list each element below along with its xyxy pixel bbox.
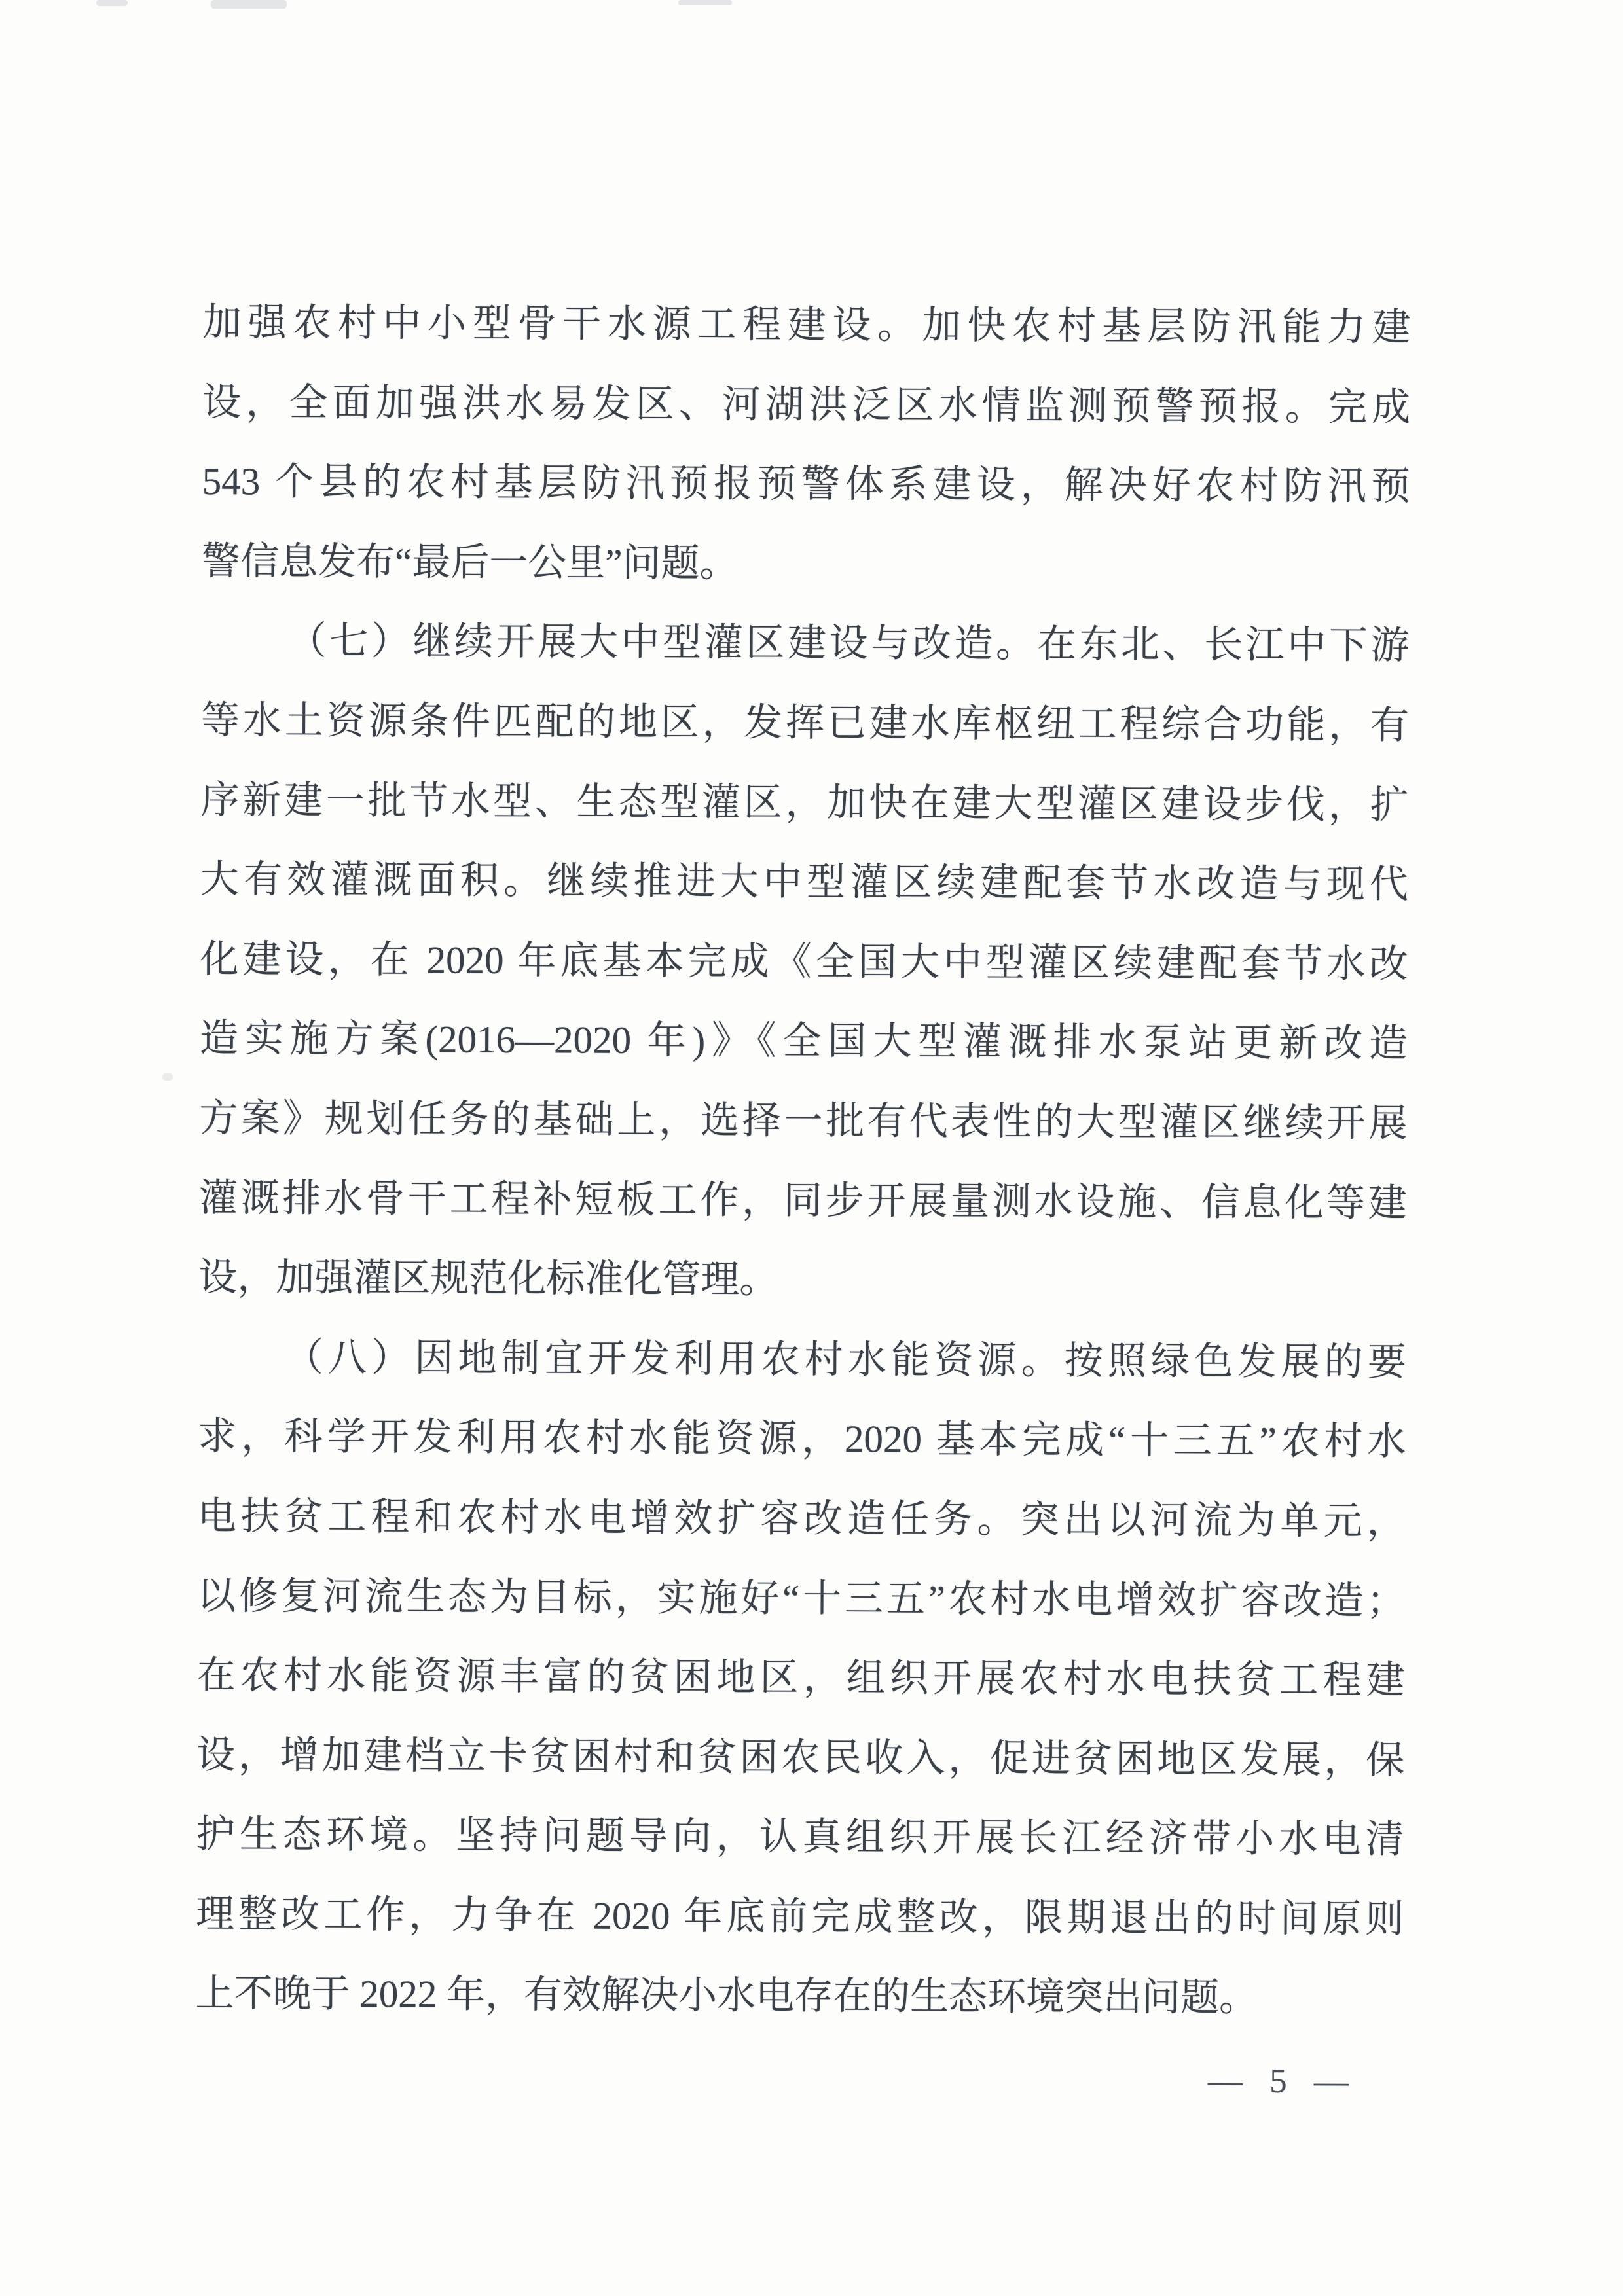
paragraph xyxy=(198,601,1410,1322)
text-line: 设，增加建档立卡贫困村和贫困农民收入，促进贫困地区发展，保 xyxy=(196,1732,1405,1782)
text-line: 护生态环境。坚持问题导向，认真组织开展长江经济带小水电清 xyxy=(196,1812,1404,1861)
text-line: 设，加强灌区规范化标准化管理。 xyxy=(198,1255,778,1301)
text-line: 在农村水能资源丰富的贫困地区，组织开展农村水电扶贫工程建 xyxy=(196,1653,1405,1702)
document-body xyxy=(195,283,1411,2039)
text-line: 以修复河流生态为目标，实施好“十三五”农村水电增效扩容改造； xyxy=(197,1573,1406,1623)
text-line: 警信息发布“最后一公里”问题。 xyxy=(202,539,739,585)
text-line: 方案》规划任务的基础上，选择一批有代表性的大型灌区继续开展 xyxy=(199,1096,1408,1145)
paragraph xyxy=(202,283,1411,606)
text-line: 序新建一批节水型、生态型灌区，加快在建大型灌区建设步伐，扩 xyxy=(200,778,1409,827)
text-line: 设，全面加强洪水易发区、河湖洪泛区水情监测预警预报。完成 xyxy=(202,380,1411,429)
text-line: 大有效灌溉面积。继续推进大中型灌区续建配套节水改造与现代 xyxy=(200,857,1409,906)
scan-artifact xyxy=(211,0,287,9)
text-line: 灌溉排水骨干工程补短板工作，同步开展量测水设施、信息化等建 xyxy=(198,1175,1408,1225)
paragraph xyxy=(195,1318,1406,2039)
text-line: 化建设，在 2020 年底基本完成《全国大中型灌区续建配套节水改 xyxy=(200,937,1408,986)
scan-artifact xyxy=(96,0,128,6)
text-line: （八）因地制宜开发利用农村水能资源。按照绿色发展的要 xyxy=(284,1335,1406,1384)
scan-artifact xyxy=(678,0,732,5)
text-line: 求，科学开发利用农村水能资源，2020 基本完成“十三五”农村水 xyxy=(198,1414,1406,1463)
text-line: 造实施方案(2016—2020 年)》《全国大型灌溉排水泵站更新改造 xyxy=(199,1016,1408,1066)
text-line: 电扶贫工程和农村水电增效扩容改造任务。突出以河流为单元， xyxy=(197,1494,1406,1543)
page-number: — 5 — xyxy=(1207,2062,1359,2101)
text-line: 理整改工作，力争在 2020 年底前完成整改，限期退出的时间原则 xyxy=(195,1892,1404,1941)
text-line: （七）继续开展大中型灌区建设与改造。在东北、长江中下游 xyxy=(287,619,1410,668)
text-line: 加强农村中小型骨干水源工程建设。加快农村基层防汛能力建 xyxy=(202,300,1411,350)
text-line: 上不晚于 2022 年，有效解决小水电存在的生态环境突出问题。 xyxy=(195,1971,1258,2020)
scan-artifact xyxy=(162,1073,173,1081)
text-line: 等水土资源条件匹配的地区，发挥已建水库枢纽工程综合功能，有 xyxy=(200,698,1410,747)
text-line: 543 个县的农村基层防汛预报预警体系建设，解决好农村防汛预 xyxy=(202,459,1410,509)
